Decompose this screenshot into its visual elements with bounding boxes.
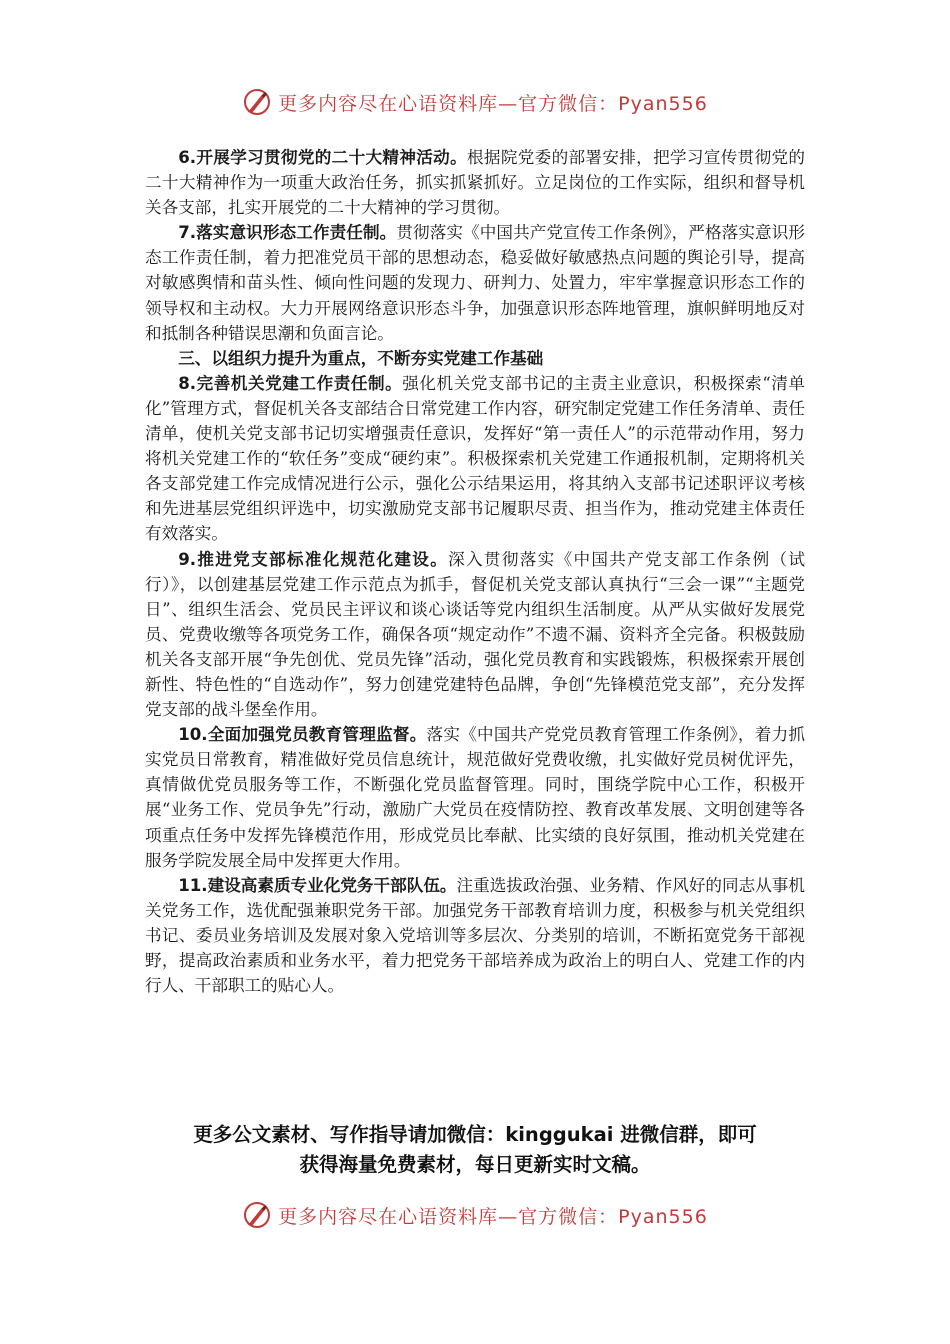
paragraph-body: 根据院党委的部署安排，把学习宣传贯彻党的二十大精神作为一项重大政治任务，抓实抓紧抓好。立足岗位的工作实际，组织和督导机关各支部，扎实开展党的二十大精神的学习贯彻。 [145,148,806,218]
section-heading: 三、以组织力提升为重点，不断夯实党建工作基础 [178,348,544,368]
promo-note [120,1120,830,1180]
paragraph-lead: 9.推进党支部标准化规范化建设。 [178,549,449,569]
paragraph-lead: 8.完善机关党建工作责任制。 [178,373,403,393]
paragraph-10 [145,722,805,873]
paragraph-body: 落实《中国共产党党员教育管理工作条例》，着力抓实党员日常教育，精准做好党员信息统计，规范做好党费收缴，扎实做好党员树优评先，真情做优党员服务等工作，不断强化党员监督管理。同时，围绕学院中心工作，积极开展“业务工作、党员争先”行动，激励广大党员在疫情防控、教育改革发展、文明创建等各项重点任务中发挥先锋模范作用，形成党员比奉献、比实绩的良好氛围，推动机关党建在服务学院发展全局中发挥更大作用。 [145,725,805,870]
paragraph-lead: 10.全面加强党员教育管理监督。 [178,725,427,745]
document-body [145,145,805,998]
watermark-text: 更多内容尽在心语资料库—官方微信：Pyan556 [278,92,708,115]
paragraph-lead: 6.开展学习贯彻党的二十大精神活动。 [178,148,468,167]
promo-line-2: 获得海量免费素材，每日更新实时文稿。 [299,1153,651,1176]
paragraph-body: 深入贯彻落实《中国共产党支部工作条例（试行）》，以创建基层党建工作示范点为抓手，督促机关党支部认真执行“三会一课”“主题党日”、组织生活会、党员民主评议和谈心谈话等党内组织生活制度。从严从实做好发展党员、党费收缴等各项党务工作，确保各项“规定动作”不遗不漏、资料齐全完备。积极鼓励机关各支部开展“争先创优、党员先锋”活动，强化党员教育和实践锻炼，积极探索开展创新性、特色性的“自选动作”，努力创建党建特色品牌，争创“先锋模范党支部”，充分发挥党支部的战斗堡垒作用。 [145,549,805,720]
paragraph-lead: 7.落实意识形态工作责任制。 [178,223,397,243]
paragraph-9 [145,547,805,723]
paragraph-body: 贯彻落实《中国共产党宣传工作条例》，严格落实意识形态工作责任制，着力把准党员干部的思想动态，稳妥做好敏感热点问题的舆论引导，提高对敏感舆情和苗头性、倾向性问题的发现力、研判力、处置力，牢牢掌握意识形态工作的领导权和主动权。大力开展网络意识形态斗争，加强意识形态阵地管理，旗帜鲜明地反对和抵制各种错误思潮和负面言论。 [145,223,805,343]
paragraph-7 [145,220,805,345]
paragraph-6 [145,145,805,220]
paragraph-8 [145,371,805,547]
pen-circle-logo-icon [242,87,272,117]
footer-watermark [0,1195,950,1235]
paragraph-11 [145,873,805,998]
promo-line-1: 更多公文素材、写作指导请加微信：kinggukai 进微信群，即可 [193,1123,757,1146]
paragraph-body: 注重选拔政治强、业务精、作风好的同志从事机关党务工作，选优配强兼职党务干部。加强党务干部教育培训力度，积极参与机关党组织书记、委员业务培训及发展对象入党培训等多层次、分类别的培训，不断拓宽党务干部视野，提高政治素质和业务水平，着力把党务干部培养成为政治上的明白人、党建工作的内行人、干部职工的贴心人。 [145,875,806,996]
paragraph-lead: 11.建设高素质专业化党务干部队伍。 [178,875,457,895]
pen-circle-logo-icon [242,1200,272,1230]
header-watermark [0,82,950,122]
paragraph-body: 强化机关党支部书记的主责主业意识，积极探索“清单化”管理方式，督促机关各支部结合日常党建工作内容，研究制定党建工作任务清单、责任清单，使机关党支部书记切实增强责任意识，发挥好“第一责任人”的示范带动作用，努力将机关党建工作的“软任务”变成“硬约束”。积极探索机关党建工作通报机制，定期将机关各支部党建工作完成情况进行公示，强化公示结果运用，将其纳入支部书记述职评议考核和先进基层党组织评选中，切实激励党支部书记履职尽责、担当作为，推动党建主体责任有效落实。 [145,373,805,544]
watermark-text: 更多内容尽在心语资料库—官方微信：Pyan556 [278,1205,708,1228]
